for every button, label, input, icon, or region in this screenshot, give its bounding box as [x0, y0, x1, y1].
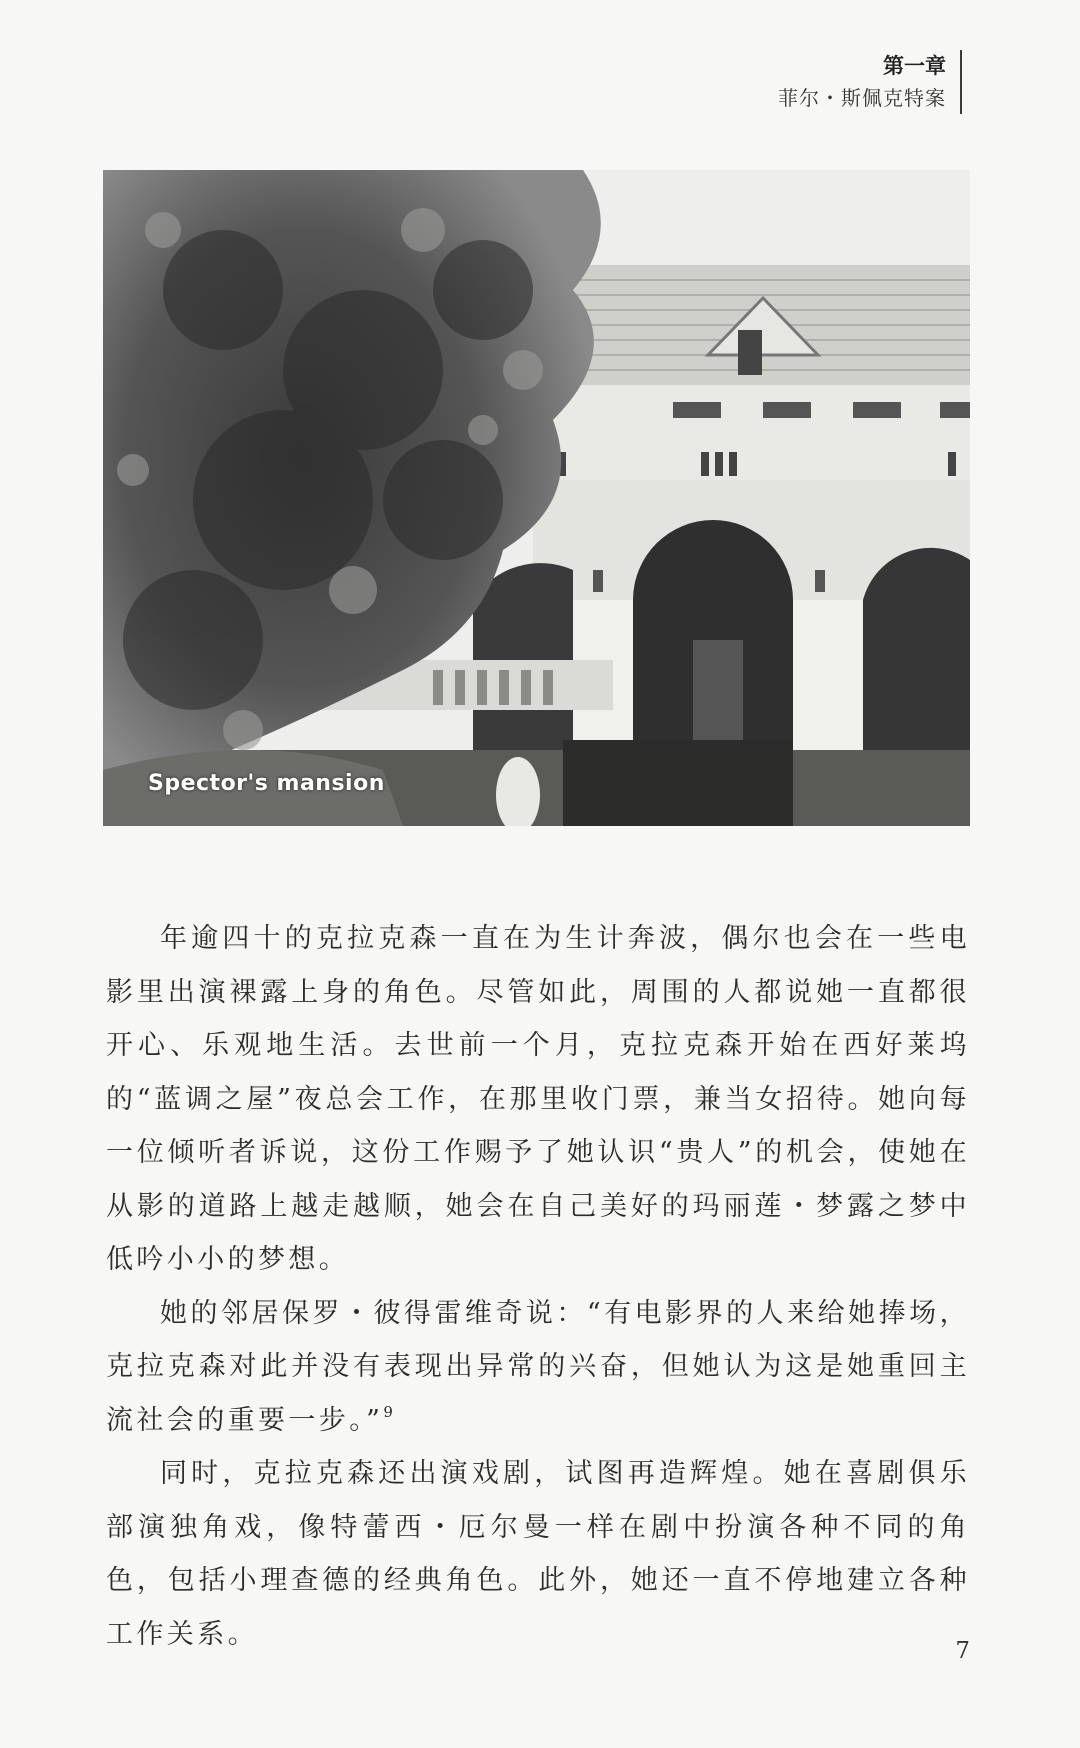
mansion-illustration — [103, 170, 970, 826]
paragraph: 同时，克拉克森还出演戏剧，试图再造辉煌。她在喜剧俱乐部演独角戏，像特蕾西・厄尔曼一样在剧中扮演各种不同的角色，包括小理查德的经典角色。此外，她还一直不停地建立各种工作关系。 — [106, 1458, 970, 1650]
paragraph: 年逾四十的克拉克森一直在为生计奔波，偶尔也会在一些电影里出演裸露上身的角色。尽管如此，周围的人都说她一直都很开心、乐观地生活。去世前一个月，克拉克森开始在西好莱坞的“蓝调之屋”夜总会工作，在那里收门票，兼当女招待。她向每一位倾听者诉说，这份工作赐予了她认识“贵人”的机会，使她在从影的道路上越走越顺，她会在自己美好的玛丽莲・梦露之梦中低吟小小的梦想。 — [106, 923, 970, 1275]
photo-caption: Spector's mansion — [148, 771, 385, 796]
paragraph-text: 她的邻居保罗・彼得雷维奇说：“有电影界的人来给她捧场，克拉克森对此并没有表现出异常的兴奋，但她认为这是她重回主流社会的重要一步。” — [106, 1297, 970, 1436]
page-number: 7 — [955, 1638, 970, 1664]
running-header — [778, 50, 962, 114]
chapter-subtitle: 菲尔・斯佩克特案 — [778, 86, 946, 110]
footnote-marker[interactable]: 9 — [383, 1402, 397, 1421]
chapter-title: 第一章 — [883, 53, 946, 78]
paragraph — [106, 1287, 970, 1448]
body-text — [106, 912, 970, 1661]
mansion-photo — [103, 170, 970, 826]
